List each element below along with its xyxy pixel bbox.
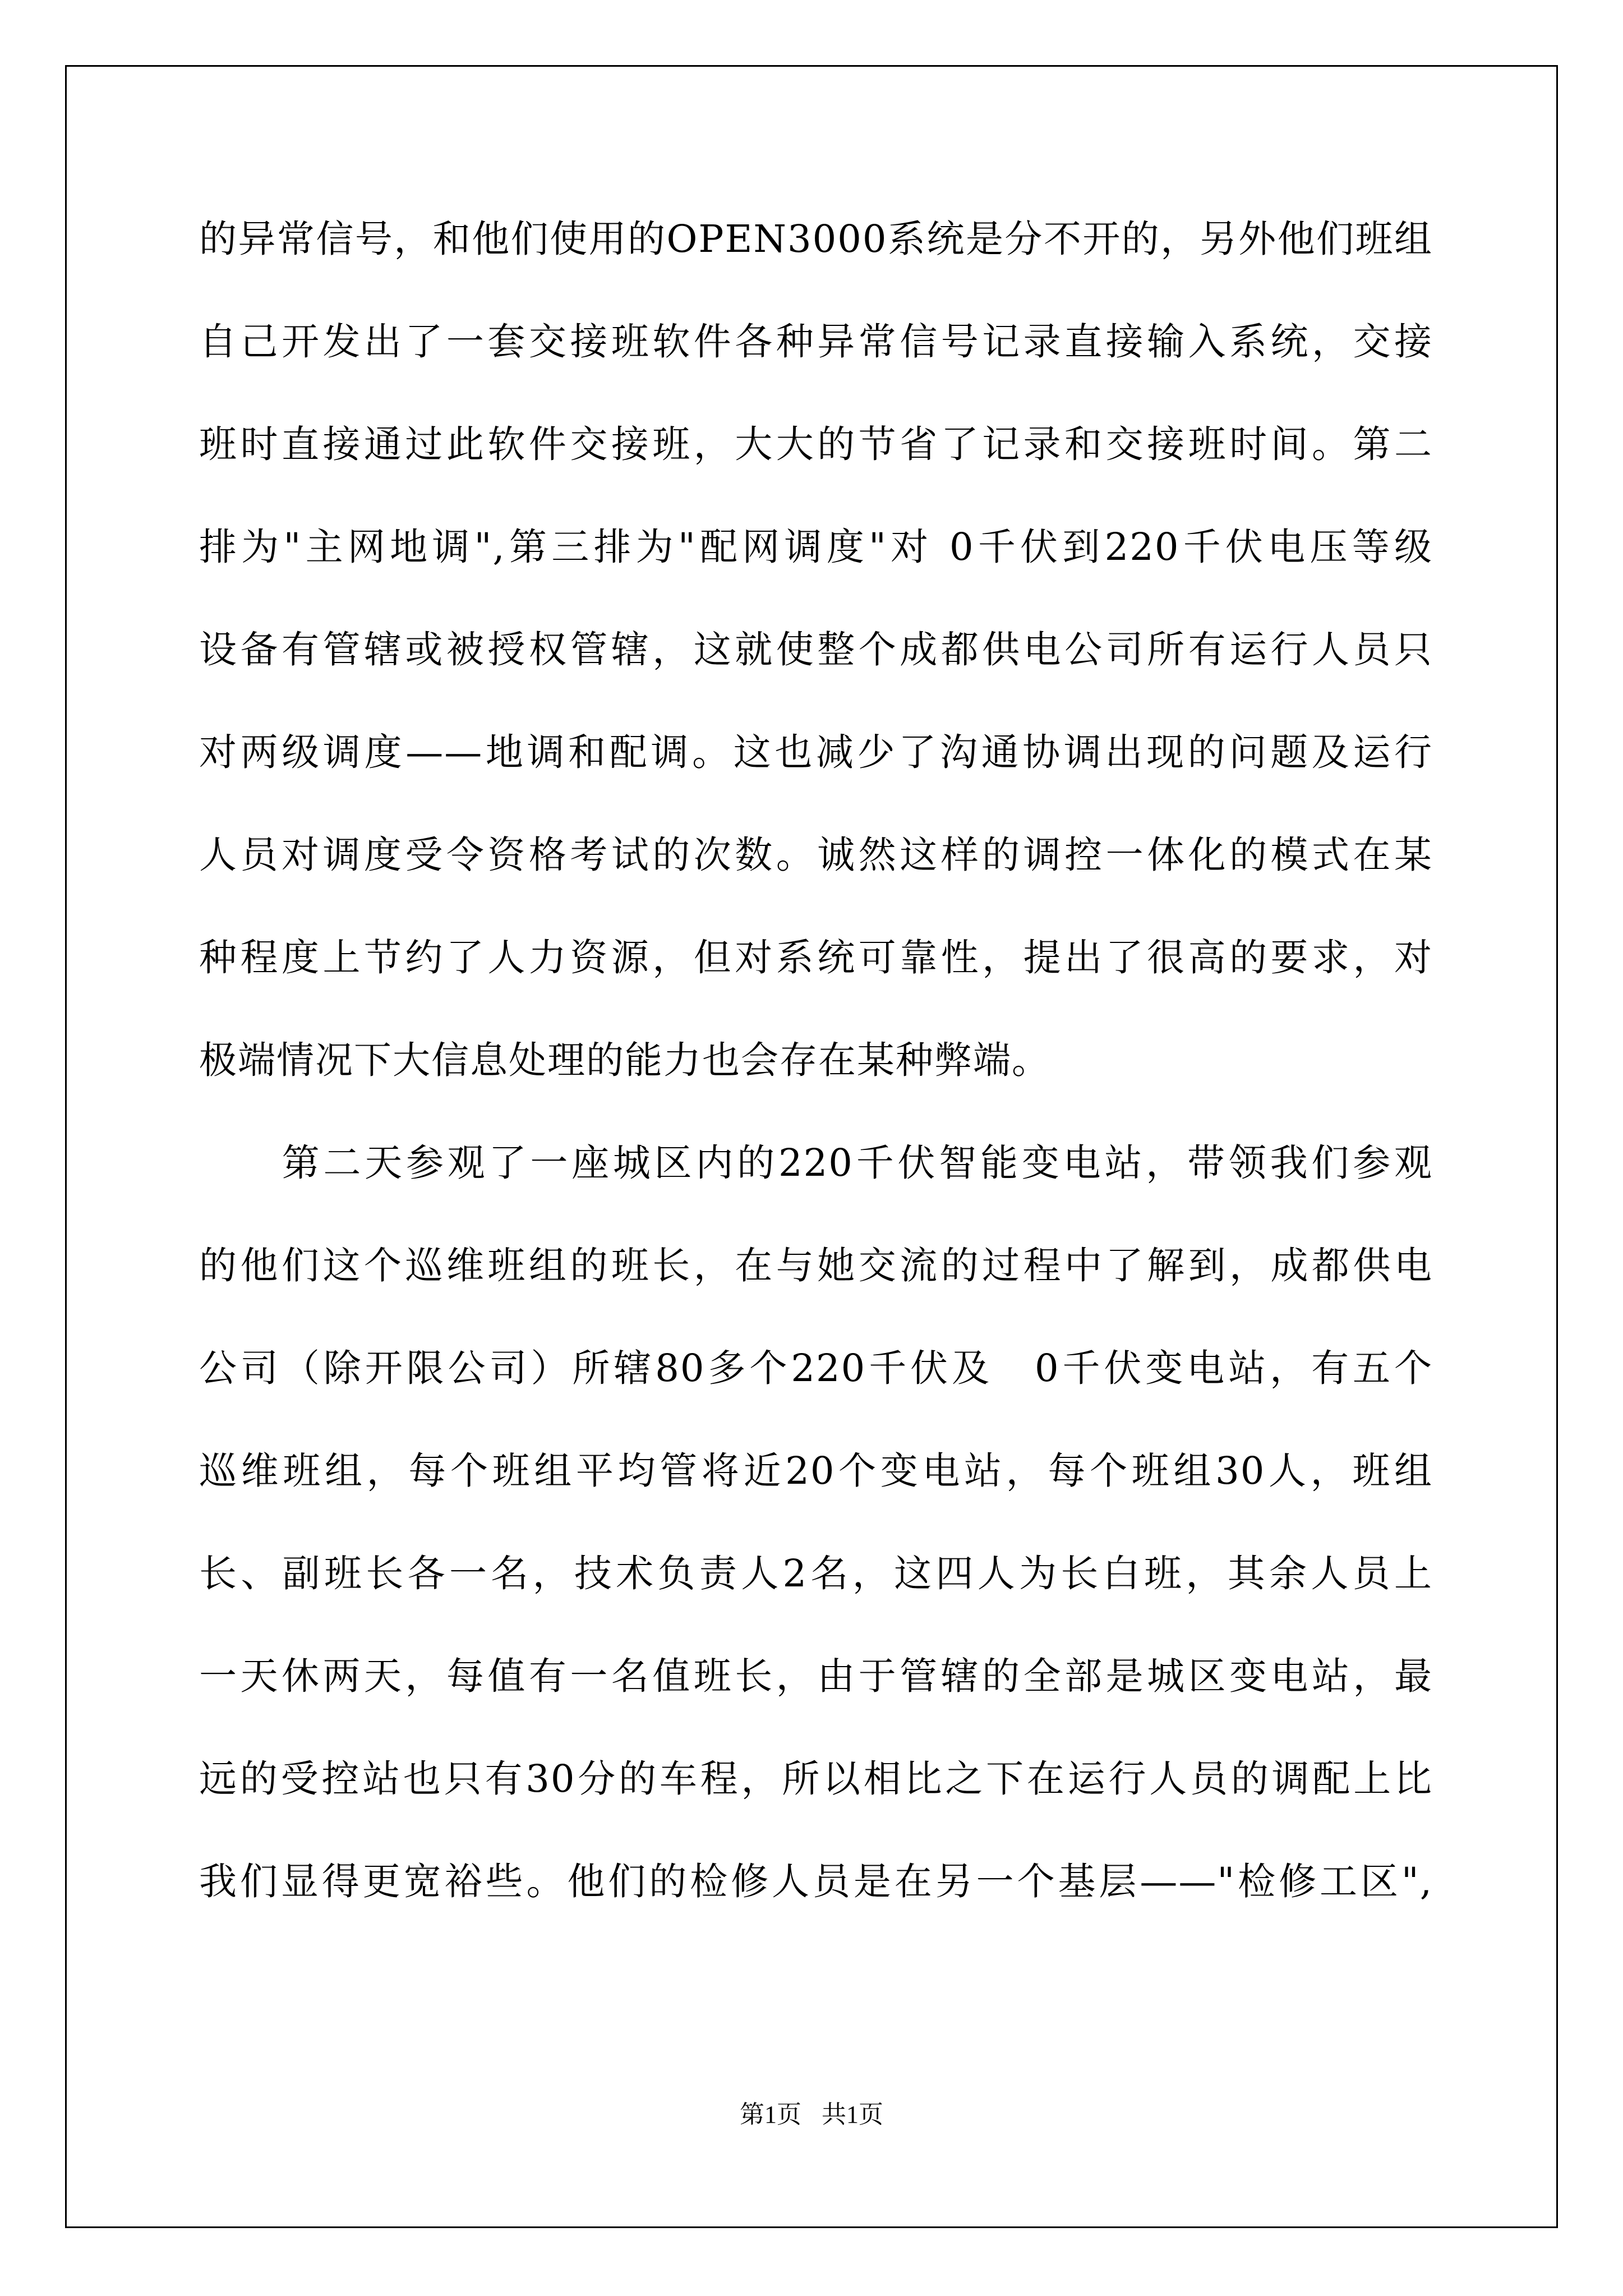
text-line: 公司（除开限公司）所辖80多个220千伏及 0千伏变电站，有五个 (199, 1346, 1433, 1390)
text-line: 排为"主网地调",第三排为"配网调度"对 0千伏到220千伏电压等级 (199, 525, 1433, 569)
text-line: 远的受控站也只有30分的车程，所以相比之下在运行人员的调配上比 (199, 1757, 1433, 1801)
text-line: 巡维班组，每个班组平均管将近20个变电站，每个班组30人，班组 (199, 1449, 1433, 1493)
page-number: 第1页 (740, 2101, 801, 2128)
text-line: 第二天参观了一座城区内的220千伏智能变电站，带领我们参观 (199, 1141, 1433, 1185)
page-total: 共1页 (822, 2101, 883, 2128)
text-line: 班时直接通过此软件交接班，大大的节省了记录和交接班时间。第二 (199, 422, 1433, 466)
page-footer (0, 2098, 1623, 2132)
text-line: 人员对调度受令资格考试的次数。诚然这样的调控一体化的模式在某 (199, 833, 1433, 877)
text-line: 的他们这个巡维班组的班长，在与她交流的过程中了解到，成都供电 (199, 1244, 1433, 1287)
text-line: 一天休两天，每值有一名值班长，由于管辖的全部是城区变电站，最 (199, 1654, 1433, 1698)
text-line: 自己开发出了一套交接班软件各种异常信号记录直接输入系统，交接 (199, 320, 1433, 364)
text-line: 长、副班长各一名，技术负责人2名，这四人为长白班，其余人员上 (199, 1552, 1433, 1595)
text-line: 极端情况下大信息处理的能力也会存在某种弊端。 (199, 1038, 1050, 1082)
text-line: 我们显得更宽裕些。他们的检修人员是在另一个基层——"检修工区", (199, 1860, 1433, 1903)
text-line: 对两级调度——地调和配调。这也减少了沟通协调出现的问题及运行 (199, 730, 1433, 774)
text-line: 设备有管辖或被授权管辖，这就使整个成都供电公司所有运行人员只 (199, 628, 1433, 671)
text-line: 种程度上节约了人力资源，但对系统可靠性，提出了很高的要求，对 (199, 936, 1433, 979)
text-line: 的异常信号，和他们使用的OPEN3000系统是分不开的，另外他们班组 (199, 217, 1433, 261)
